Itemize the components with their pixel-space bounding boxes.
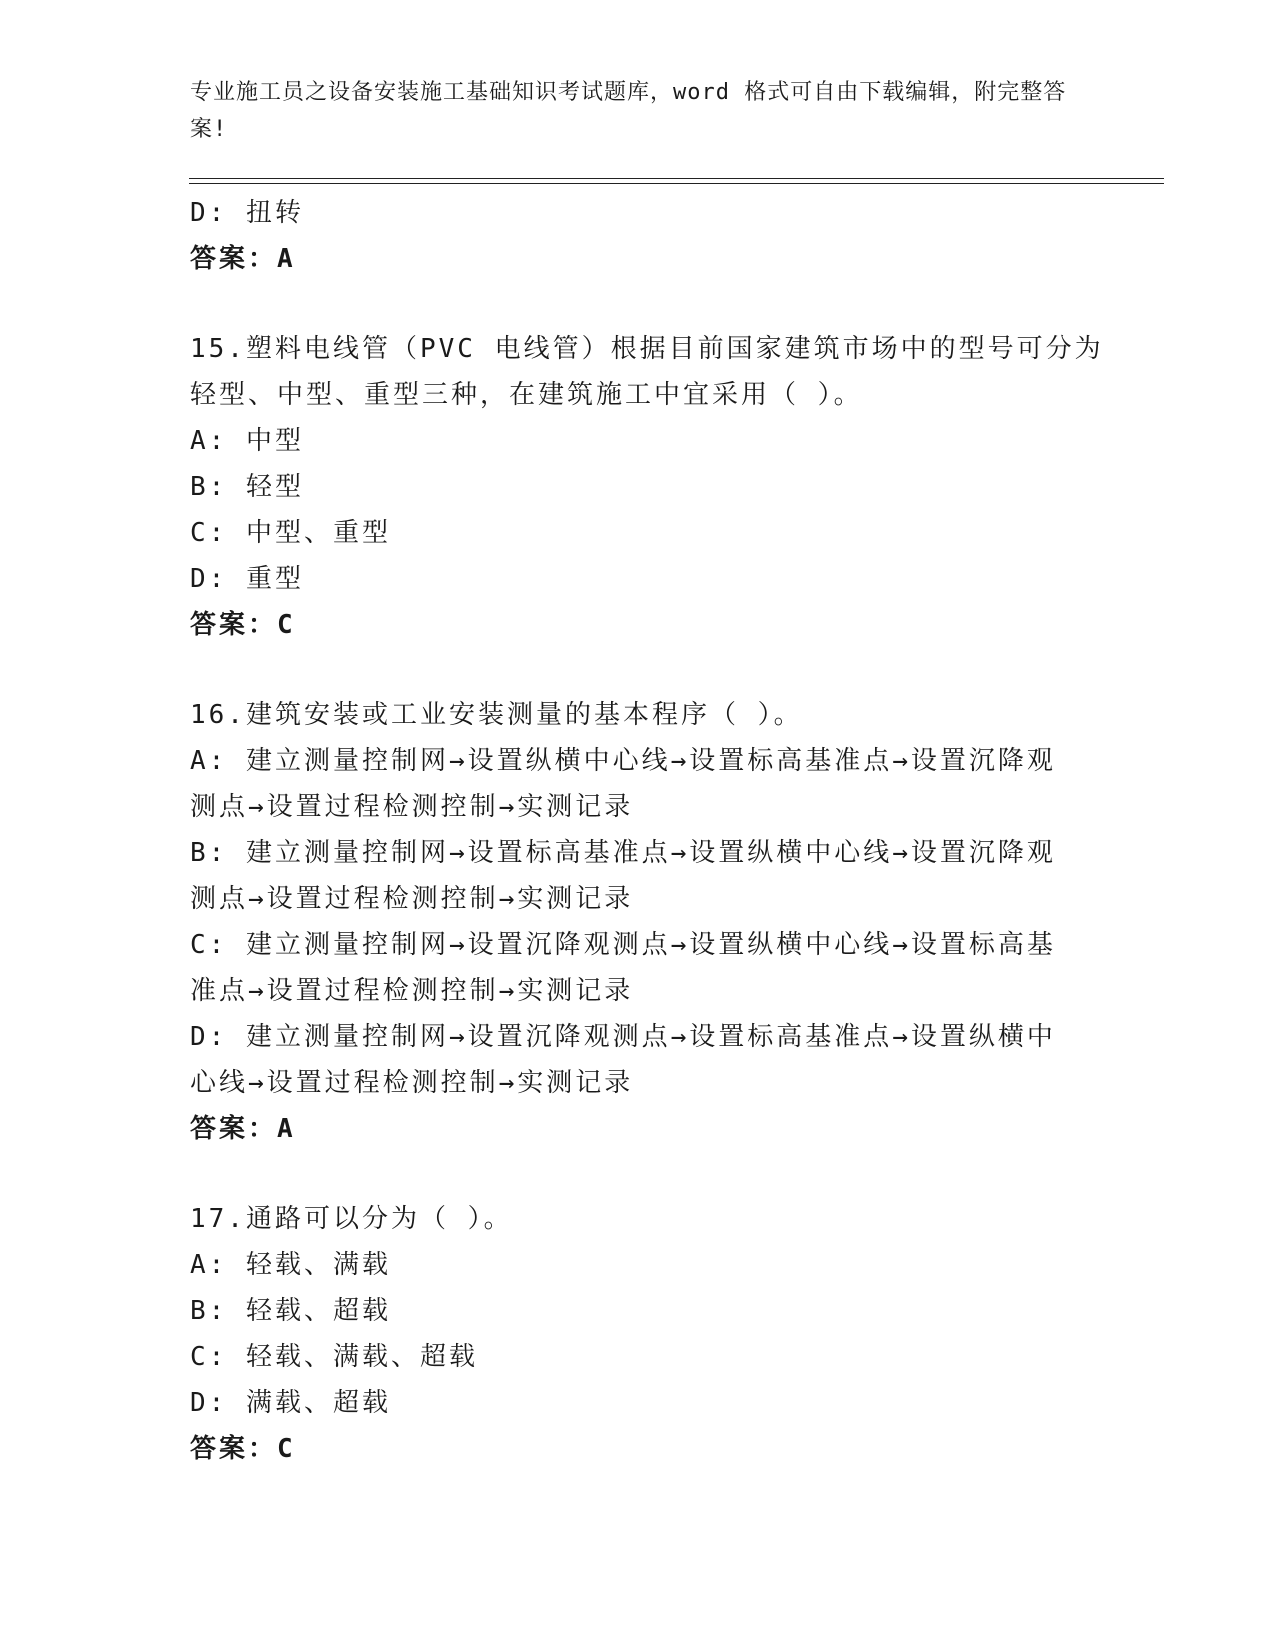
option-d: D: 满载、超载 [190,1388,391,1418]
option-c: C: 中型、重型 [190,518,391,548]
answer-line: 答案：A [190,244,296,274]
option-c-continued: 准点→设置过程检测控制→实测记录 [190,976,634,1006]
option-d: D: 扭转 [190,198,304,228]
option-b: B: 轻载、超载 [190,1296,391,1326]
option-b: B: 轻型 [190,472,304,502]
question-stem: 16.建筑安装或工业安装测量的基本程序（ ）。 [190,700,803,730]
answer-line: 答案：C [190,1434,296,1464]
document-header: 专业施工员之设备安装施工基础知识考试题库，word 格式可自由下载编辑，附完整答案! [190,80,1067,142]
option-b-continued: 测点→设置过程检测控制→实测记录 [190,884,634,914]
option-c: C: 轻载、满载、超载 [190,1342,478,1372]
question-15 [190,326,1104,648]
header-divider-top [189,178,1164,179]
question-stem-continued: 轻型、中型、重型三种，在建筑施工中宜采用（ ）。 [190,380,863,410]
previous-question-tail [190,190,1090,282]
option-b: B: 建立测量控制网→设置标高基准点→设置纵横中心线→设置沉降观 [190,838,1056,868]
question-16 [190,692,1090,1152]
option-c: C: 建立测量控制网→设置沉降观测点→设置纵横中心线→设置标高基 [190,930,1056,960]
question-17 [190,1196,1090,1472]
question-stem: 17.通路可以分为（ ）。 [190,1204,513,1234]
option-a: A: 轻载、满载 [190,1250,391,1280]
option-a: A: 建立测量控制网→设置纵横中心线→设置标高基准点→设置沉降观 [190,746,1056,776]
option-d: D: 重型 [190,564,304,594]
option-d-continued: 心线→设置过程检测控制→实测记录 [190,1068,634,1098]
header-divider-bottom [189,183,1164,184]
option-a: A: 中型 [190,426,304,456]
question-content [190,190,1104,1472]
option-d: D: 建立测量控制网→设置沉降观测点→设置标高基准点→设置纵横中 [190,1022,1056,1052]
answer-line: 答案：C [190,610,296,640]
answer-line: 答案：A [190,1114,296,1144]
option-a-continued: 测点→设置过程检测控制→实测记录 [190,792,634,822]
question-stem: 15.塑料电线管（PVC 电线管）根据目前国家建筑市场中的型号可分为 [190,334,1104,364]
